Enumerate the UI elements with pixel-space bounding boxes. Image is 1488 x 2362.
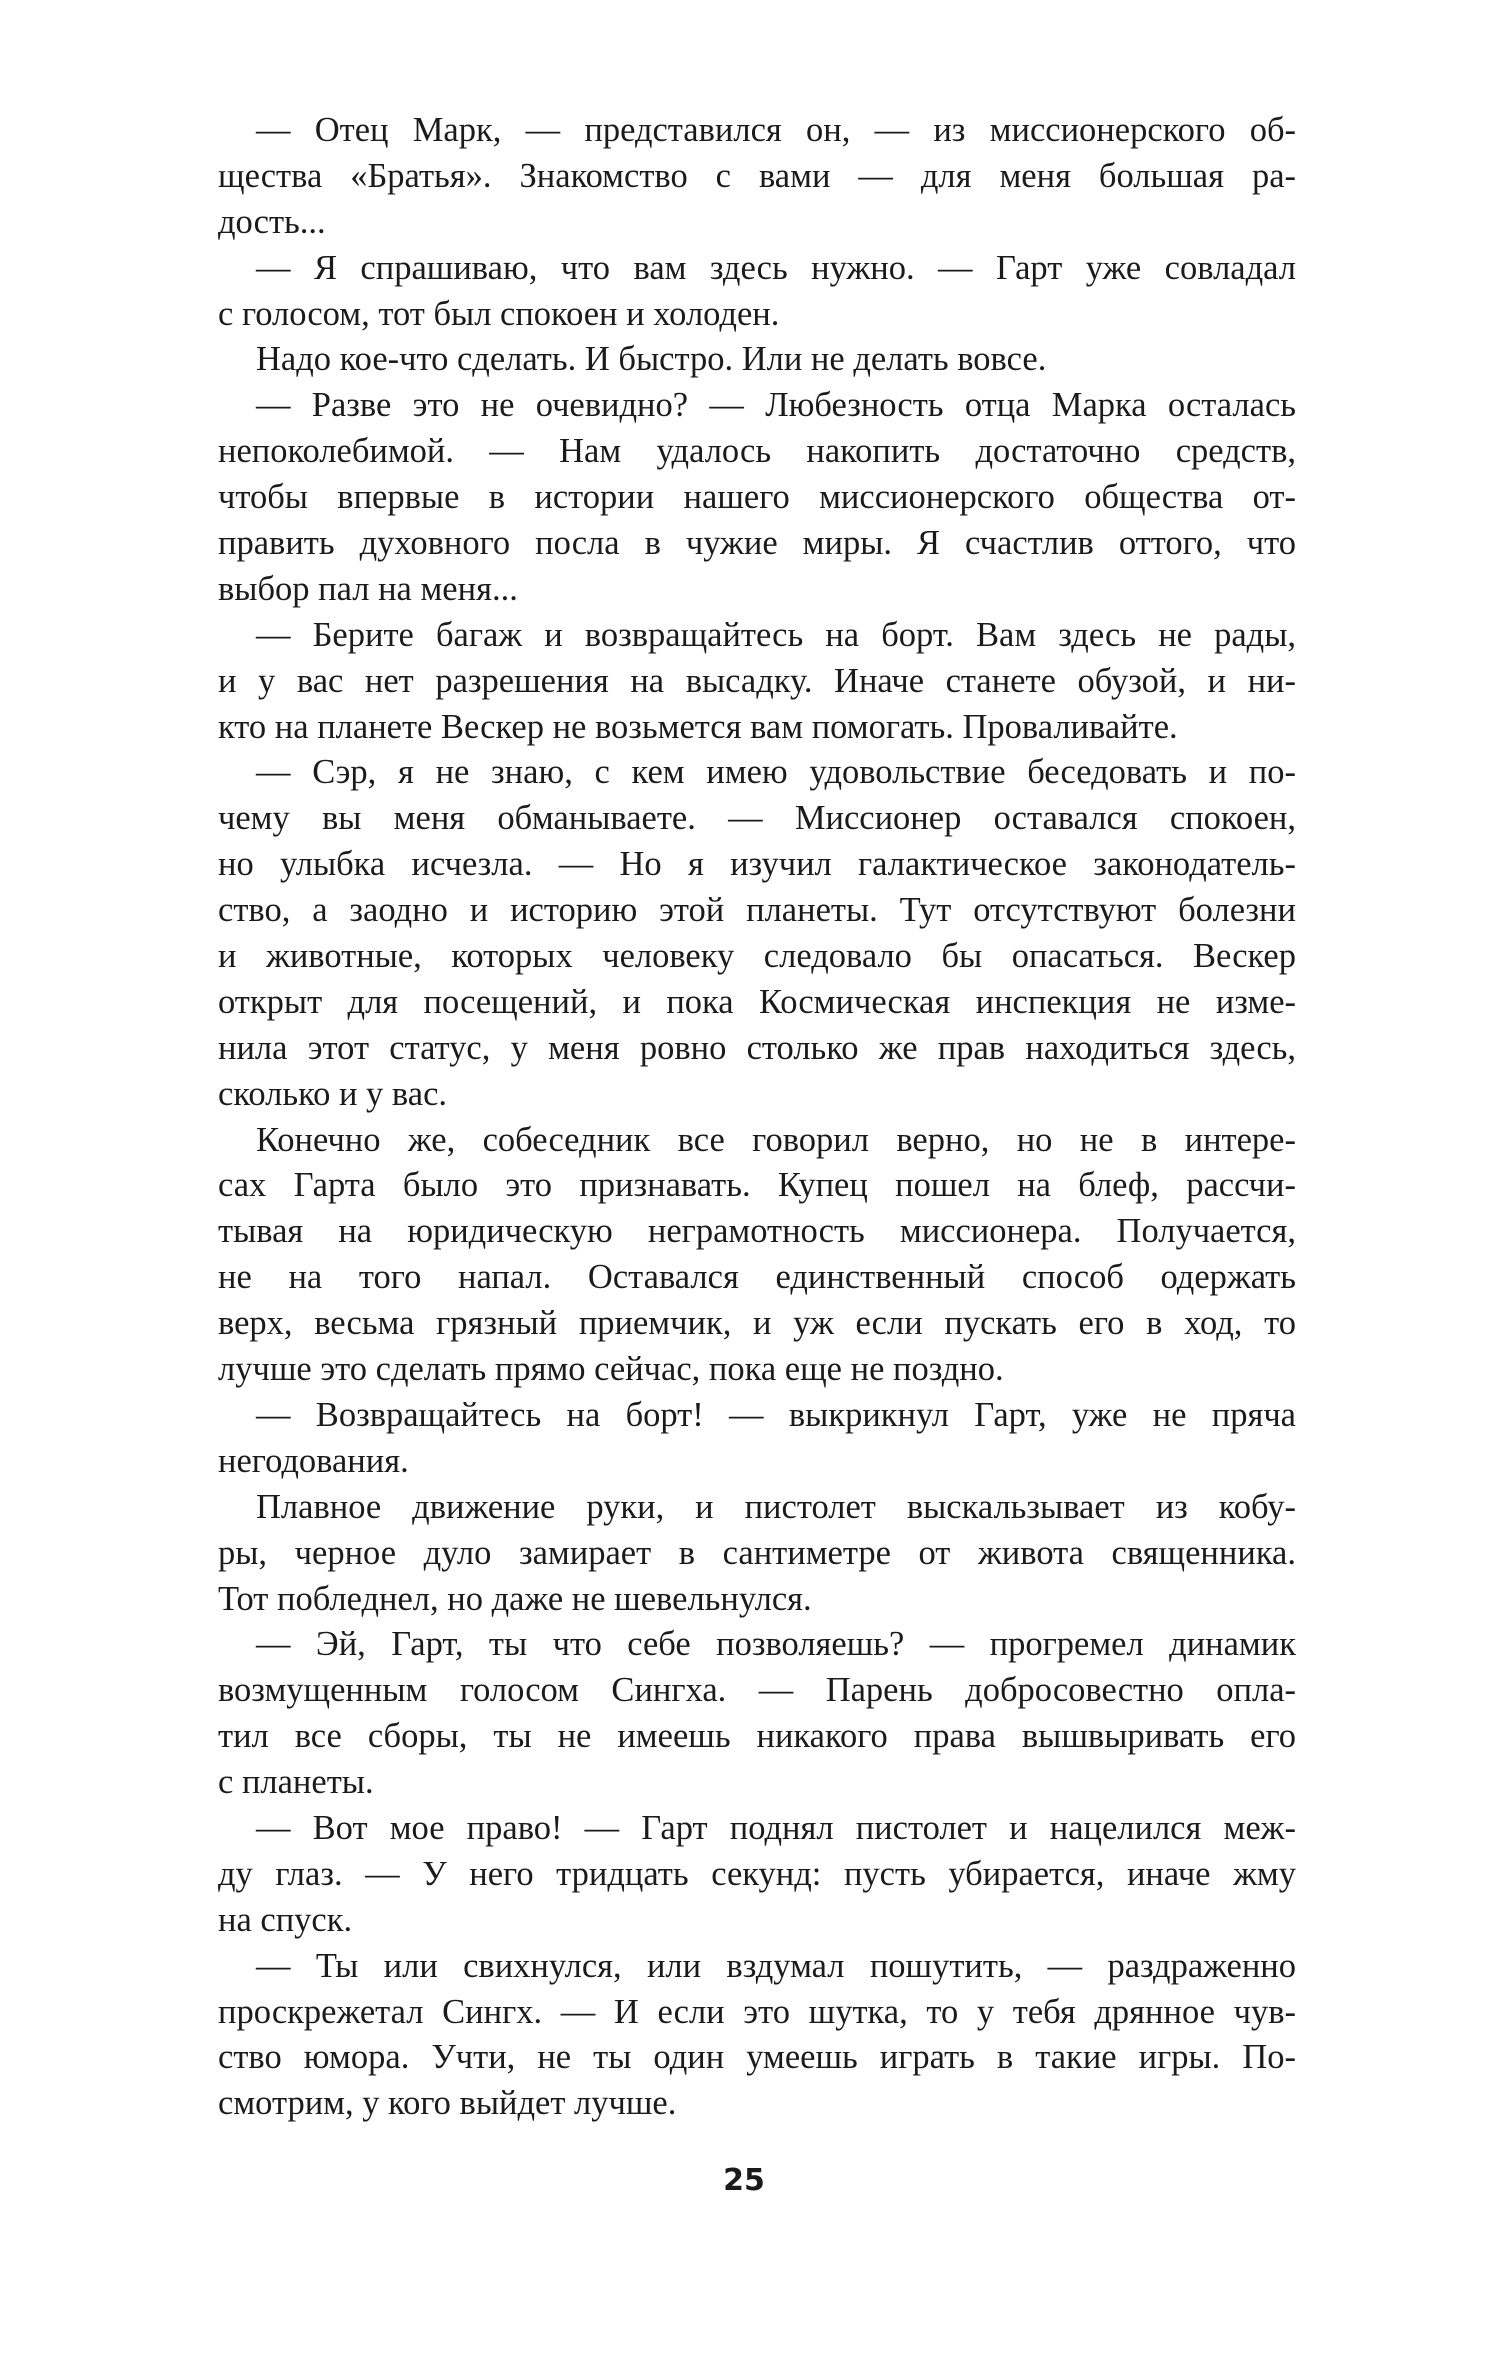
text-line: чтобы впервые в истории нашего миссионерского общества от- [218, 478, 1296, 517]
text-line: сах Гарта было это признавать. Купец пошел на блеф, рассчи- [218, 1166, 1296, 1205]
text-line: — Берите багаж и возвращайтесь на борт. Вам здесь не рады, [256, 615, 1296, 654]
text-line: — Вот мое право! — Гарт поднял пистолет и нацелился меж- [256, 1808, 1296, 1847]
text-line: верх, весьма грязный приемчик, и уж если пускать его в ход, то [218, 1304, 1296, 1343]
text-line: и у вас нет разрешения на высадку. Иначе станете обузой, и ни- [218, 661, 1296, 700]
text-line: — Разве это не очевидно? — Любезность отца Марка осталась [256, 386, 1296, 425]
text-line: смотрим, у кого выйдет лучше. [218, 2084, 677, 2123]
text-line: но улыбка исчезла. — Но я изучил галактическое законодатель- [218, 845, 1296, 884]
text-line: — Ты или свихнулся, или вздумал пошутить, — раздраженно [256, 1946, 1296, 1985]
text-line: Плавное движение руки, и пистолет выскальзывает из кобу- [256, 1487, 1296, 1526]
text-line: ство, а заодно и историю этой планеты. Тут отсутствуют болезни [218, 891, 1296, 930]
text-line: Надо кое-что сделать. И быстро. Или не делать вовсе. [256, 340, 1047, 379]
text-line: править духовного посла в чужие миры. Я счастлив оттого, что [218, 524, 1296, 563]
text-line: — Возвращайтесь на борт! — выкрикнул Гарт, уже не пряча [256, 1395, 1296, 1434]
text-line: ду глаз. — У него тридцать секунд: пусть убирается, иначе жму [218, 1854, 1296, 1893]
text-line: и животные, которых человеку следовало бы опасаться. Вескер [218, 937, 1296, 976]
text-line: Конечно же, собеседник все говорил верно, но не в интере- [256, 1120, 1296, 1159]
text-line: открыт для посещений, и пока Космическая инспекция не изме- [218, 982, 1296, 1021]
text-line: — Эй, Гарт, ты что себе позволяешь? — прогремел динамик [256, 1625, 1296, 1664]
body-text [218, 108, 1296, 2127]
text-line: сколько и у вас. [218, 1074, 448, 1113]
text-line: на спуск. [218, 1900, 353, 1939]
text-line: тил все сборы, ты не имеешь никакого права вышвыривать его [218, 1717, 1296, 1756]
text-line: непоколебимой. — Нам удалось накопить достаточно средств, [218, 432, 1296, 471]
text-line: ры, черное дуло замирает в сантиметре от живота священника. [218, 1533, 1296, 1572]
text-line: с голосом, тот был спокоен и холоден. [218, 294, 780, 333]
text-line: негодования. [218, 1441, 409, 1480]
text-line: Тот побледнел, но даже не шевельнулся. [218, 1579, 812, 1618]
text-line: лучше это сделать прямо сейчас, пока еще не поздно. [218, 1350, 1004, 1389]
text-line: ство юмора. Учти, не ты один умеешь играть в такие игры. По- [218, 2038, 1296, 2077]
text-line: не на того напал. Оставался единственный способ одержать [218, 1258, 1296, 1297]
text-line: дость... [218, 202, 326, 241]
text-line: тывая на юридическую неграмотность миссионера. Получается, [218, 1212, 1296, 1251]
page-number: 25 [723, 2163, 765, 2198]
text-line: — Я спрашиваю, что вам здесь нужно. — Гарт уже совладал [256, 248, 1296, 287]
text-line: щества «Братья». Знакомство с вами — для меня большая ра- [218, 156, 1296, 195]
text-line: проскрежетал Сингх. — И если это шутка, то у тебя дрянное чув- [218, 1992, 1296, 2031]
text-line: с планеты. [218, 1763, 374, 1802]
text-line: — Отец Марк, — представился он, — из миссионерского об- [256, 111, 1296, 149]
text-line: кто на планете Вескер не возьмется вам помогать. Проваливайте. [218, 707, 1178, 746]
text-line: выбор пал на меня... [218, 569, 518, 608]
text-line: чему вы меня обманываете. — Миссионер оставался спокоен, [218, 799, 1296, 838]
text-line: возмущенным голосом Сингха. — Парень добросовестно опла- [218, 1671, 1296, 1710]
text-line: — Сэр, я не знаю, с кем имею удовольствие беседовать и по- [256, 753, 1296, 792]
text-line: нила этот статус, у меня ровно столько же прав находиться здесь, [218, 1028, 1296, 1067]
